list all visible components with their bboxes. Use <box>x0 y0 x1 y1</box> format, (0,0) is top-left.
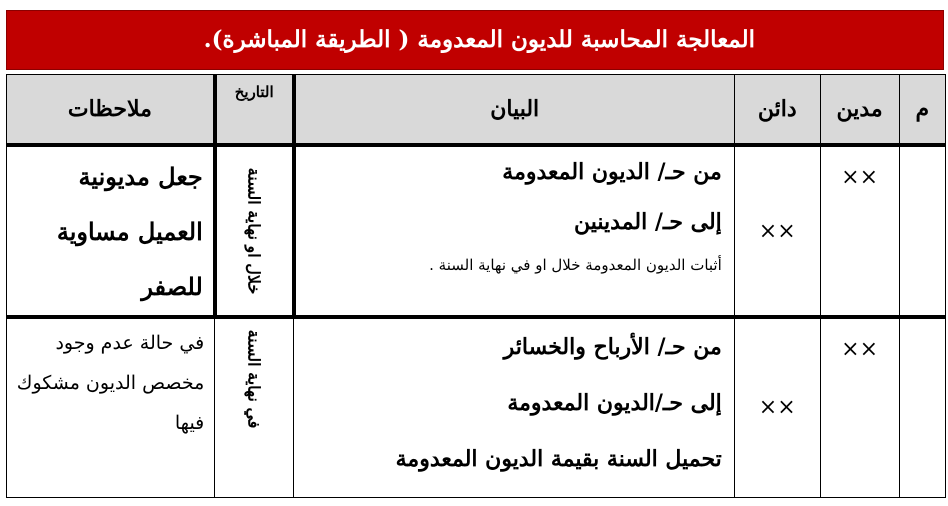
credit-cell: ×× <box>734 317 820 497</box>
header-number: م <box>899 75 945 146</box>
entry-to: إلى حـ/الديون المعدومة <box>507 390 722 416</box>
entry-explanation: أثبات الديون المعدومة خلال او في نهاية السنة . <box>429 256 722 274</box>
credit-cell: ×× <box>734 145 820 317</box>
header-statement: البيان <box>294 75 735 146</box>
header-row <box>7 75 946 146</box>
header-notes: ملاحظات <box>7 75 215 146</box>
header-date: التاريخ <box>215 75 294 146</box>
note-line: للصفر <box>141 272 203 301</box>
note-line: مخصص الديون مشكوك <box>16 372 205 394</box>
header-credit: دائن <box>734 75 820 146</box>
date-text: في نهاية السنة <box>244 329 264 429</box>
entry-explanation: تحميل السنة بقيمة الديون المعدومة <box>395 446 722 472</box>
debit-cell: ×× <box>820 317 899 497</box>
note-line: جعل مديونية <box>78 162 203 191</box>
note-line: فيها <box>174 412 205 434</box>
table-row <box>7 145 946 317</box>
notes-cell <box>7 317 215 497</box>
note-line: العميل مساوية <box>56 217 203 246</box>
statement-cell <box>294 145 735 317</box>
entry-from: من حـ/ الأرباح والخسائر <box>503 334 722 360</box>
statement-cell <box>294 317 735 497</box>
debit-cell: ×× <box>820 145 899 317</box>
page-title: المعالجة المحاسبة للديون المعدومة ( الطريقة المباشرة). <box>6 10 944 70</box>
notes-cell <box>7 145 215 317</box>
note-line: في حالة عدم وجود <box>55 332 205 354</box>
entry-to: إلى حـ/ المدينين <box>574 209 722 235</box>
entry-from: من حـ/ الديون المعدومة <box>502 159 722 185</box>
date-cell <box>215 145 294 317</box>
date-cell <box>215 317 294 497</box>
date-text: خلال او نهاية السنة <box>244 167 264 295</box>
table-row <box>7 317 946 497</box>
row-number-cell <box>899 145 945 317</box>
journal-table <box>6 74 946 498</box>
header-debit: مدين <box>820 75 899 146</box>
row-number-cell <box>899 317 945 497</box>
